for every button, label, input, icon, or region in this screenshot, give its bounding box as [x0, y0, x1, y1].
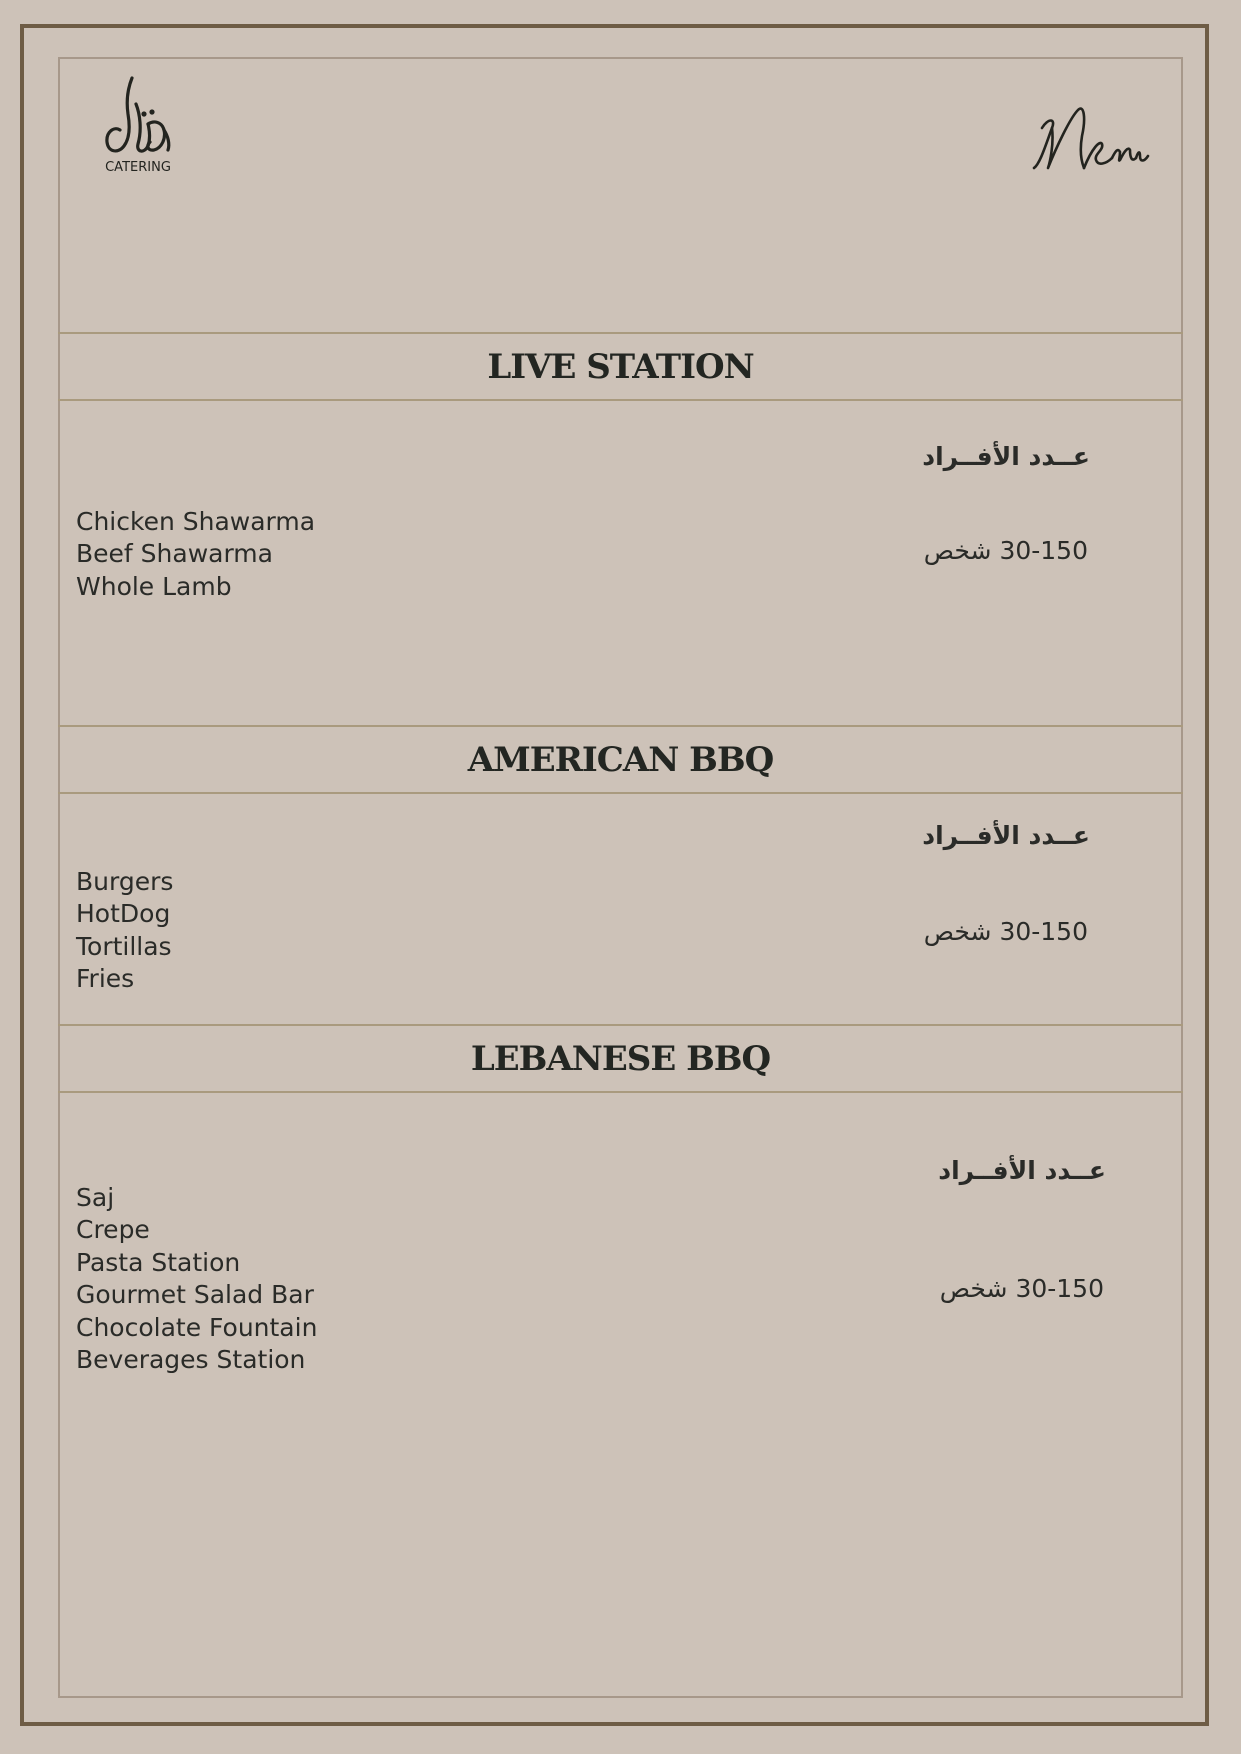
- menu-item: Crepe: [76, 1215, 150, 1245]
- menu-item: HotDog: [76, 899, 171, 929]
- menu-item: Chicken Shawarma: [76, 507, 316, 536]
- menu-item: Fries: [76, 964, 135, 994]
- guests-label: عــدد الأفــراد: [922, 442, 1090, 471]
- calligraphy-logo-icon: [100, 74, 176, 160]
- menu-item: Burgers: [76, 867, 174, 896]
- logo-text: CATERING: [105, 160, 171, 175]
- menu-item: Beef Shawarma: [76, 539, 273, 569]
- section-title: AMERICAN BBQ: [467, 739, 774, 780]
- menu-item: Pasta Station: [76, 1247, 241, 1277]
- section-items-live-station: [76, 506, 315, 603]
- section-items-lebanese-bbq: [76, 1182, 317, 1376]
- menu-item: Saj: [76, 1183, 115, 1212]
- section-header-live-station: [58, 332, 1183, 401]
- guests-count: 30-150 شخص: [923, 536, 1088, 565]
- menu-item: Whole Lamb: [76, 571, 232, 601]
- menu-item: Chocolate Fountain: [76, 1312, 318, 1342]
- menu-item: Gourmet Salad Bar: [76, 1280, 314, 1310]
- section-title: LEBANESE BBQ: [470, 1038, 771, 1079]
- guests-count: 30-150 شخص: [923, 917, 1088, 946]
- catering-logo: [100, 74, 176, 178]
- inner-frame: [58, 57, 1183, 1698]
- section-header-lebanese-bbq: [58, 1024, 1183, 1093]
- menu-script-title: [1030, 88, 1150, 178]
- section-title: LIVE STATION: [487, 346, 754, 387]
- logo-dot: [141, 111, 146, 116]
- guests-label: عــدد الأفــراد: [938, 1156, 1106, 1185]
- guests-label: عــدد الأفــراد: [922, 821, 1090, 850]
- menu-item: Tortillas: [76, 931, 172, 961]
- guests-count: 30-150 شخص: [939, 1274, 1104, 1303]
- section-header-american-bbq: [58, 725, 1183, 794]
- menu-item: Beverages Station: [76, 1345, 306, 1375]
- section-items-american-bbq: [76, 866, 173, 996]
